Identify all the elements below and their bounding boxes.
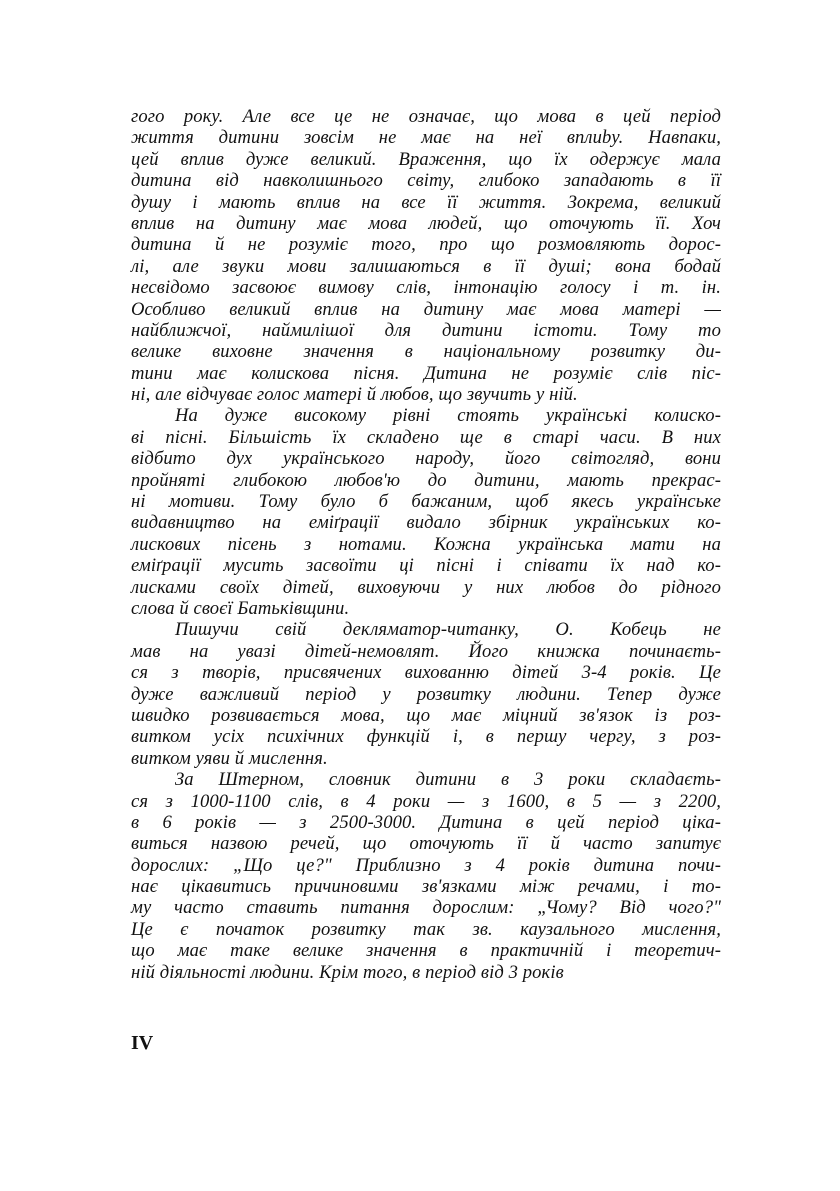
text-line: тини має колискова пісня. Дитина не розуміє слів піс- — [131, 362, 721, 384]
text-line: На дуже високому рівні стоять українські колиско- — [175, 405, 721, 427]
page-number: IV — [131, 1032, 154, 1054]
text-line: За Штерном, словник дитини в 3 роки складаєть- — [175, 769, 721, 791]
text-line: ній діяльності людини. Крім того, в період від 3 років — [131, 961, 564, 983]
text-line: лі, але звуки мови залишаються в її душі; вона бодай — [131, 255, 721, 277]
text-line: вплив на дитину має мова людей, що оточують її. Хоч — [131, 212, 721, 234]
text-line: життя дитини зовсім не має на неї вплиbу. Навпаки, — [131, 127, 721, 149]
text-line: цей вплив дуже великий. Враження, що їх одержує мала — [131, 148, 721, 170]
paragraph — [131, 106, 721, 405]
paragraph — [131, 619, 721, 769]
text-line: нає цікавитись причиновими зв'язками між речами, і то- — [131, 876, 721, 898]
text-line: ві пісні. Більшість їх складено ще в старі часи. В них — [131, 426, 721, 448]
text-line: душу і мають вплив на все її життя. Зокрема, великий — [131, 191, 721, 213]
text-line: ся з 1000-1100 слів, в 4 роки — з 1600, в 5 — з 2200, — [131, 790, 721, 812]
text-line: дорослих: „Що це?" Приблизно з 4 років дитина почи- — [131, 854, 721, 876]
text-line: швидко розвивається мова, що має міцний зв'язок із роз- — [131, 704, 721, 726]
text-line: мав на увазі дітей-немовлят. Його книжка починаєть- — [131, 640, 721, 662]
text-line: ні мотиви. Тому було б бажаним, щоб якесь українське — [131, 491, 721, 513]
text-line: відбито дух українського народу, його світогляд, вони — [131, 448, 721, 470]
text-line: гого року. Але все це не означає, що мова в цей період — [131, 106, 721, 127]
text-line: велике виховне значення в національному розвитку ди- — [131, 341, 721, 363]
text-line: еміґрації мусить засвоїти ці пісні і співати їх над ко- — [131, 555, 721, 577]
text-line: витком уяви й мислення. — [131, 747, 328, 769]
text-line: пройняті глибокою любов'ю до дитини, мають прекрас- — [131, 469, 721, 491]
page-text — [131, 106, 721, 983]
paragraph — [131, 405, 721, 619]
text-line: Пишучи свій декляматор-читанку, О. Кобець не — [175, 619, 721, 641]
text-line: ні, але відчуває голос матері й любов, що звучить у ній. — [131, 384, 578, 406]
text-line: дитина й не розуміє того, про що розмовляють дорос- — [131, 234, 721, 256]
paragraph — [131, 769, 721, 983]
text-line: лискових пісень з нотами. Кожна українська мати на — [131, 533, 721, 555]
text-line: лисками своїх дітей, виховуючи у них любов до рідного — [131, 576, 721, 598]
text-line: Особливо великий вплив на дитину має мова матері — — [131, 298, 721, 320]
text-line: му часто ставить питання дорослим: „Чому? Від чого?" — [131, 897, 721, 919]
text-line: дуже важливий період у розвитку людини. Тепер дуже — [131, 683, 721, 705]
text-line: видавництво на еміґрації видало збірник українських ко- — [131, 512, 721, 534]
text-line: витком усіх психічних функцій і, в першу чергу, з роз- — [131, 726, 721, 748]
text-line: Це є початок розвитку так зв. каузального мислення, — [131, 918, 721, 940]
text-line: слова й своєї Батьківщини. — [131, 597, 350, 619]
text-line: найближчої, наймилішої для дитини істоти. Тому то — [131, 319, 721, 341]
text-line: що має таке велике значення в практичній і теоретич- — [131, 940, 721, 962]
text-line: виться назвою речей, що оточують її й часто запитує — [131, 833, 721, 855]
text-line: в 6 років — з 2500-3000. Дитина в цей період ціка- — [131, 811, 721, 833]
text-line: дитина від навколишнього світу, глибоко западають в її — [131, 170, 721, 192]
text-line: ся з творів, присвячених вихованню дітей 3-4 років. Це — [131, 662, 721, 684]
text-line: несвідомо засвоює вимову слів, інтонацію голосу і т. ін. — [131, 277, 721, 299]
